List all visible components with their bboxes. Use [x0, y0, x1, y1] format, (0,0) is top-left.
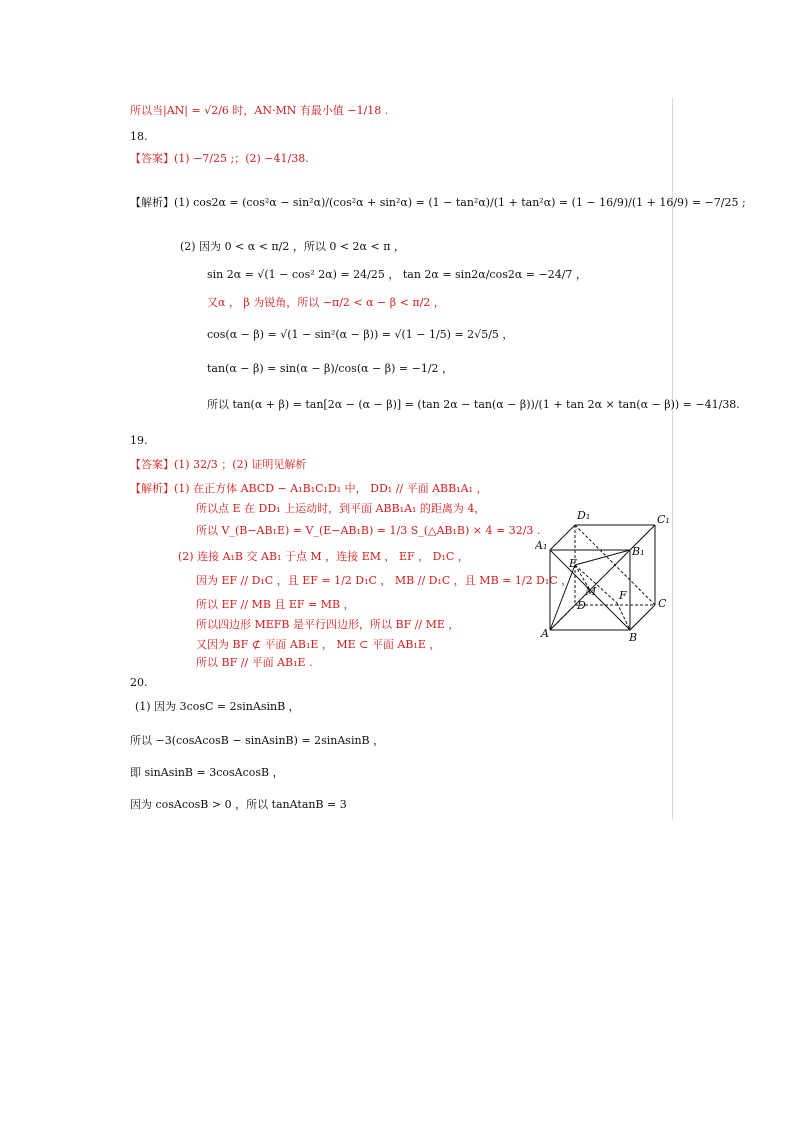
label-a: A	[541, 627, 549, 640]
solution-19-part2-a: (2) 连接 A₁B 交 AB₁ 于点 M ，连接 EM ， EF ， D₁C ，	[178, 550, 469, 563]
solution-19-part1-a: 【解析】(1) 在正方体 ABCD − A₁B₁C₁D₁ 中， DD₁ // 平面 ABB₁A₁ ，	[130, 482, 488, 495]
solution-18-part2-b: sin 2α = √(1 − cos² 2α) = 24/25 ， tan 2α = sin2α/cos2α = −24/7 ，	[207, 268, 587, 281]
label-f: F	[619, 589, 627, 602]
solution-19-part1-c: 所以 V_(B−AB₁E) = V_(E−AB₁B) = 1/3 S_(△AB₁B) × 4 = 32/3 .	[196, 524, 541, 537]
solution-20-line3: 即 sinAsinB = 3cosAcosB ，	[130, 766, 284, 779]
answer-18: 【答案】(1) −7/25 ;；(2) −41/38.	[130, 152, 309, 165]
solution-20-line4: 因为 cosAcosB > 0 ，所以 tanAtanB = 3	[130, 798, 347, 811]
cube-vertex-labels	[535, 509, 670, 644]
solution-18-part2-a: (2) 因为 0 < α < π/2 ，所以 0 < 2α < π ，	[180, 240, 405, 253]
solution-19-part1-b: 所以点 E 在 DD₁ 上运动时，到平面 ABB₁A₁ 的距离为 4，	[196, 502, 486, 515]
question-number-19: 19.	[130, 434, 148, 447]
answer-19: 【答案】(1) 32/3 ；(2) 证明见解析	[130, 458, 307, 471]
label-m: M	[585, 585, 597, 598]
label-d1: D₁	[577, 509, 591, 522]
solution-19-part2-f: 所以 BF // 平面 AB₁E .	[196, 656, 313, 669]
label-a1: A₁	[535, 539, 548, 552]
solution-19-part2-c: 所以 EF // MB 且 EF = MB ，	[196, 598, 355, 611]
solution-19-part2-b: 因为 EF // D₁C ，且 EF = 1/2 D₁C ， MB // D₁C ，且 MB = 1/2 D₁C ，	[196, 574, 573, 587]
solution-18-part2-c: 又α ， β 为锐角，所以 −π/2 < α − β < π/2 ，	[207, 296, 445, 309]
solution-19-part2-d: 所以四边形 MEFB 是平行四边形，所以 BF // ME ，	[196, 618, 460, 631]
solution-18-part2-e: tan(α − β) = sin(α − β)/cos(α − β) = −1/2 ，	[207, 362, 454, 375]
cube-figure	[535, 505, 675, 645]
solution-20-line1: (1) 因为 3cosC = 2sinAsinB ，	[135, 700, 300, 713]
label-c: C	[658, 597, 667, 610]
label-e: E	[569, 557, 578, 570]
solution-18-part1: 【解析】(1) cos2α = (cos²α − sin²α)/(cos²α + sin²α) = (1 − tan²α)/(1 + tan²α) = (1 − 16/9)/(1 + 16/9) = −7/25 ;	[130, 196, 746, 209]
text-line: 所以当|AN| = √2/6 时，AN·MN 有最小值 −1/18 .	[130, 104, 389, 117]
solution-19-part2-e: 又因为 BF ⊄ 平面 AB₁E ， ME ⊂ 平面 AB₁E ，	[196, 638, 441, 651]
label-c1: C₁	[657, 513, 670, 526]
label-d: D	[577, 599, 586, 612]
solution-18-part2-f: 所以 tan(α + β) = tan[2α − (α − β)] = (tan 2α − tan(α − β))/(1 + tan 2α × tan(α − β)) = −41/38.	[207, 398, 740, 411]
label-b: B	[629, 631, 638, 644]
question-number-18: 18.	[130, 130, 148, 143]
question-number-20: 20.	[130, 676, 148, 689]
solution-20-line2: 所以 −3(cosAcosB − sinAsinB) = 2sinAsinB ，	[130, 734, 385, 747]
label-b1: B₁	[632, 545, 645, 558]
solution-18-part2-d: cos(α − β) = √(1 − sin²(α − β)) = √(1 − 1/5) = 2√5/5 ，	[207, 328, 514, 341]
